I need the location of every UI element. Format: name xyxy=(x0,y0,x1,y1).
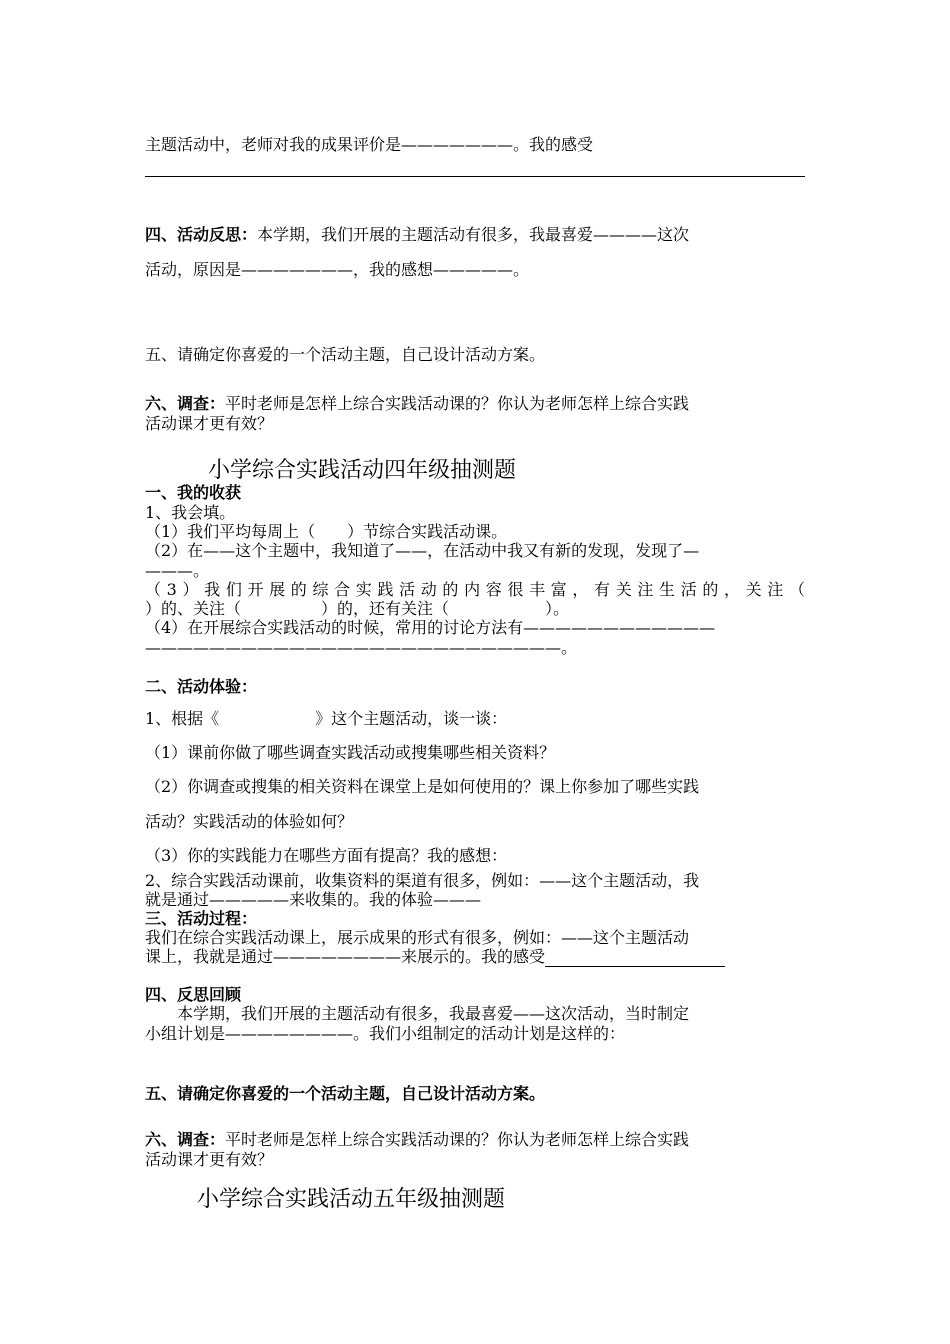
section-1-sub: 1、我会填。 xyxy=(145,503,236,522)
question-1: （1）我们平均每周上（ ）节综合实践活动课。 xyxy=(145,522,508,541)
page-title-grade5: 小学综合实践活动五年级抽测题 xyxy=(197,1187,506,1212)
survey-line xyxy=(145,394,689,414)
section-2-item-2: 2、综合实践活动课前，收集资料的渠道有很多，例如：——这个主题活动，我 xyxy=(145,871,700,890)
question-4: （4）在开展综合实践活动的时候，常用的讨论方法有———————————— xyxy=(145,618,716,637)
section-2-item-1: 1、根据《 》这个主题活动，谈一谈： xyxy=(145,709,508,728)
section-5-heading: 五、请确定你喜爱的一个活动主题，自己设计活动方案。 xyxy=(145,1084,546,1103)
survey-line-2: 活动课才更有效？ xyxy=(145,414,274,433)
section-4-text-2: 小组计划是————————。我们小组制定的活动计划是这样的： xyxy=(145,1024,626,1043)
section-label: 六、调查： xyxy=(145,394,226,413)
section-text: 本学期，我们开展的主题活动有很多，我最喜爱————这次 xyxy=(257,225,690,244)
section-1-heading: 一、我的收获 xyxy=(145,483,242,502)
section-2-q1: （1）课前你做了哪些调查实践活动或搜集哪些相关资料？ xyxy=(145,743,556,762)
section-2-heading: 二、活动体验： xyxy=(145,677,258,696)
question-4b: ——————————————————————————。 xyxy=(145,638,578,657)
section-2-q2: （2）你调查或搜集的相关资料在课堂上是如何使用的？课上你参加了哪些实践 xyxy=(145,777,700,796)
reflection-line-2: 活动，原因是———————，我的感想—————。 xyxy=(145,260,530,279)
reflection-line xyxy=(145,225,689,245)
section-2-q3: （3）你的实践能力在哪些方面有提高？我的感想： xyxy=(145,846,508,865)
section-4-text: 本学期，我们开展的主题活动有很多，我最喜爱——这次活动，当时制定 xyxy=(177,1004,690,1023)
page-title-grade4: 小学综合实践活动四年级抽测题 xyxy=(208,458,517,483)
section-3-heading: 三、活动过程： xyxy=(145,909,258,928)
question-3b: ）的、关注（ ）的，还有关注（ ）。 xyxy=(145,599,570,618)
section-label: 六、调查： xyxy=(145,1130,226,1149)
section-label: 四、活动反思： xyxy=(145,225,258,244)
survey-line-grade4-2: 活动课才更有效？ xyxy=(145,1150,274,1169)
survey-line-grade4 xyxy=(145,1130,689,1150)
section-text: 平时老师是怎样上综合实践活动课的？你认为老师怎样上综合实践 xyxy=(225,394,690,413)
answer-blank xyxy=(545,950,725,967)
section-4-heading: 四、反思回顾 xyxy=(145,985,242,1004)
question-2b: ———。 xyxy=(145,561,210,580)
section-2-item-2b: 就是通过—————来收集的。我的体验——— xyxy=(145,890,482,909)
question-3: （3）我们开展的综合实践活动的内容很丰富，有关注生活的，关注（ xyxy=(145,580,805,599)
feeling-line: 主题活动中，老师对我的成果评价是———————。我的感受 xyxy=(145,135,594,154)
section-2-q2b: 活动？实践活动的体验如何？ xyxy=(145,812,354,831)
answer-rule xyxy=(145,176,805,177)
section-3-text-2-label: 课上，我就是通过————————来展示的。我的感受 xyxy=(145,947,546,966)
section-5: 五、请确定你喜爱的一个活动主题，自己设计活动方案。 xyxy=(145,345,546,364)
section-3-text-2 xyxy=(145,947,725,967)
question-2: （2）在——这个主题中，我知道了——，在活动中我又有新的发现，发现了— xyxy=(145,541,700,560)
section-3-text: 我们在综合实践活动课上，展示成果的形式有很多，例如：——这个主题活动 xyxy=(145,928,690,947)
section-text: 平时老师是怎样上综合实践活动课的？你认为老师怎样上综合实践 xyxy=(225,1130,690,1149)
